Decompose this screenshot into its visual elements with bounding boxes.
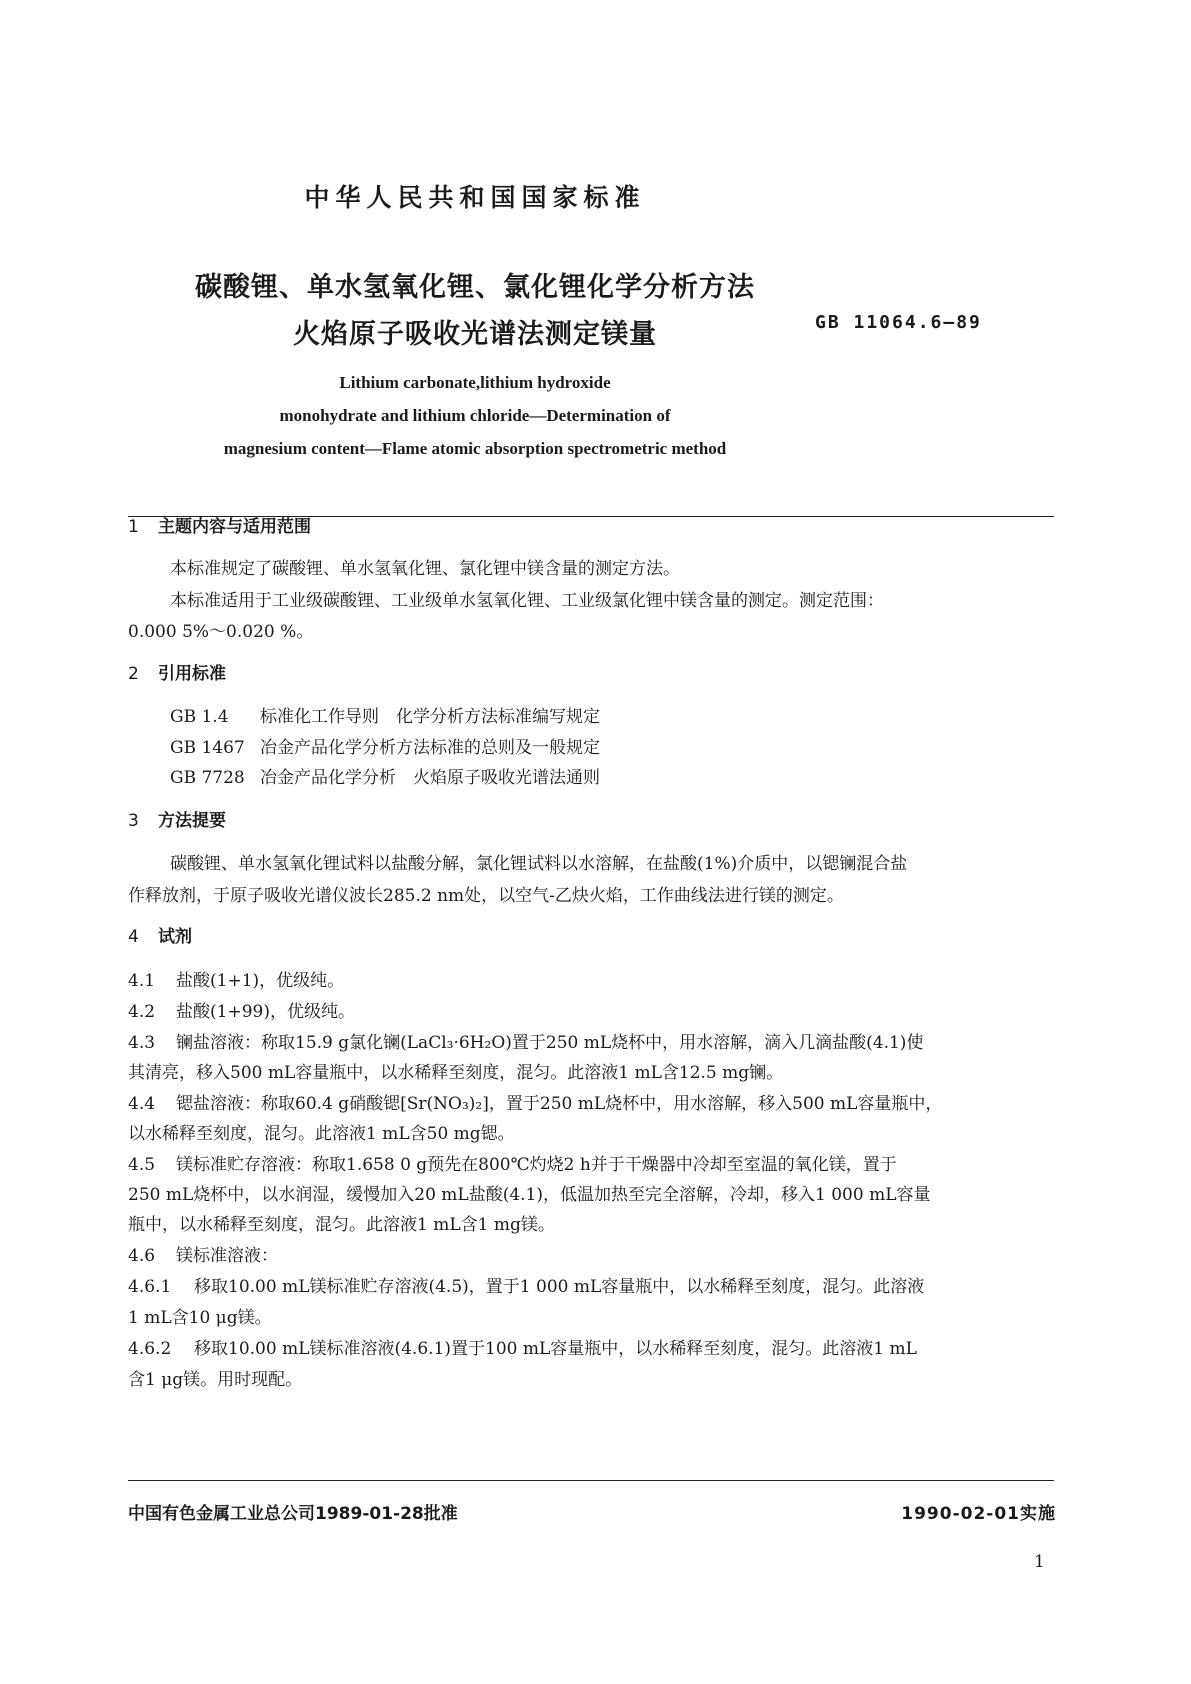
reference-code: GB 1467 xyxy=(170,738,245,758)
item-text: 盐酸(1+1)，优级纯。 xyxy=(176,971,345,991)
item-continuation: 其清亮，移入500 mL容量瓶中，以水稀释至刻度，混匀。此溶液1 mL含12.5 mg镧。 xyxy=(128,1063,784,1083)
reagent-item xyxy=(128,1272,924,1297)
english-title-line3: magnesium content—Flame atomic absorption spectrometric method xyxy=(223,439,727,458)
footer-divider xyxy=(128,1480,1054,1481)
section-title: 引用标准 xyxy=(158,664,226,684)
item-text: 镁标准贮存溶液：称取1.658 0 g预先在800℃灼烧2 h并于干燥器中冷却至室温的氧化镁，置于 xyxy=(176,1155,897,1175)
english-title-line2: monohydrate and lithium chloride—Determination of xyxy=(279,406,671,425)
item-number: 4.6 xyxy=(128,1246,156,1266)
section-number: 4 xyxy=(128,927,139,947)
section-4-heading xyxy=(128,922,192,947)
section-title: 主题内容与适用范围 xyxy=(158,517,311,537)
reference-code: GB 7728 xyxy=(170,768,245,788)
standard-code: GB 11064.6—89 xyxy=(815,312,982,333)
national-standard-heading: 中华人民共和国国家标准 xyxy=(304,183,646,212)
section-number: 2 xyxy=(128,664,139,684)
section-2-heading xyxy=(128,659,226,684)
paragraph: 0.000 5%～0.020 %。 xyxy=(128,622,314,642)
paragraph: 碳酸锂、单水氢氧化锂试料以盐酸分解，氯化锂试料以水溶解，在盐酸(1%)介质中，以锶镧混合盐 xyxy=(170,854,908,874)
item-number: 4.5 xyxy=(128,1155,156,1175)
item-number: 4.4 xyxy=(128,1094,156,1114)
reagent-item xyxy=(128,1334,917,1359)
page-number: 1 xyxy=(1034,1552,1045,1572)
paragraph: 作释放剂，于原子吸收光谱仪波长285.2 nm处，以空气-乙炔火焰，工作曲线法进行镁的测定。 xyxy=(128,886,844,906)
paragraph: 本标准规定了碳酸锂、单水氢氧化锂、氯化锂中镁含量的测定方法。 xyxy=(170,559,680,579)
section-title: 方法提要 xyxy=(158,811,226,831)
section-1-heading xyxy=(128,512,311,537)
item-continuation: 1 mL含10 μg镁。 xyxy=(128,1308,272,1328)
item-text: 盐酸(1+99)，优级纯。 xyxy=(176,1002,355,1022)
section-number: 3 xyxy=(128,811,139,831)
reference-code: GB 1.4 xyxy=(170,707,229,727)
reagent-item xyxy=(128,966,344,991)
item-number: 4.1 xyxy=(128,971,156,991)
reference-text: 冶金产品化学分析 火焰原子吸收光谱法通则 xyxy=(260,768,600,788)
approval-text: 中国有色金属工业总公司1989-01-28批准 xyxy=(128,1504,458,1524)
item-continuation: 瓶中，以水稀释至刻度，混匀。此溶液1 mL含1 mg镁。 xyxy=(128,1215,555,1235)
reagent-item xyxy=(128,1089,942,1114)
reference-item xyxy=(170,763,600,788)
reference-item xyxy=(170,702,600,727)
paragraph: 本标准适用于工业级碳酸锂、工业级单水氢氧化锂、工业级氯化锂中镁含量的测定。测定范围： xyxy=(170,591,884,611)
item-text: 镧盐溶液：称取15.9 g氯化镧(LaCl₃·6H₂O)置于250 mL烧杯中，用水溶解，滴入几滴盐酸(4.1)使 xyxy=(176,1033,924,1053)
item-number: 4.2 xyxy=(128,1002,156,1022)
item-text: 镁标准溶液： xyxy=(176,1246,278,1266)
reference-item xyxy=(170,733,600,758)
item-number: 4.6.2 xyxy=(128,1339,172,1359)
document-title-line1: 碳酸锂、单水氢氧化锂、氯化锂化学分析方法 xyxy=(195,272,755,303)
item-number: 4.3 xyxy=(128,1033,156,1053)
item-text: 移取10.00 mL镁标准溶液(4.6.1)置于100 mL容量瓶中，以水稀释至刻度，混匀。此溶液1 mL xyxy=(194,1339,917,1359)
reagent-item xyxy=(128,1241,278,1266)
effective-date-text: 1990-02-01实施 xyxy=(901,1504,1056,1524)
document-title-line2: 火焰原子吸收光谱法测定镁量 xyxy=(293,319,657,350)
item-text: 移取10.00 mL镁标准贮存溶液(4.5)，置于1 000 mL容量瓶中，以水稀释至刻度，混匀。此溶液 xyxy=(194,1277,925,1297)
item-number: 4.6.1 xyxy=(128,1277,172,1297)
section-number: 1 xyxy=(128,517,139,537)
reference-text: 冶金产品化学分析方法标准的总则及一般规定 xyxy=(260,738,600,758)
item-continuation: 以水稀释至刻度，混匀。此溶液1 mL含50 mg锶。 xyxy=(128,1124,515,1144)
reference-text: 标准化工作导则 化学分析方法标准编写规定 xyxy=(260,707,600,727)
section-3-heading xyxy=(128,806,226,831)
reagent-item xyxy=(128,997,355,1022)
reagent-item xyxy=(128,1150,897,1175)
reagent-item xyxy=(128,1028,923,1053)
item-continuation: 含1 μg镁。用时现配。 xyxy=(128,1370,303,1390)
item-text: 锶盐溶液：称取60.4 g硝酸锶[Sr(NO₃)₂]，置于250 mL烧杯中，用水溶解，移入500 mL容量瓶中， xyxy=(176,1094,943,1114)
item-continuation: 250 mL烧杯中，以水润湿，缓慢加入20 mL盐酸(4.1)，低温加热至完全溶解，冷却，移入1 000 mL容量 xyxy=(128,1185,931,1205)
english-title-line1: Lithium carbonate,lithium hydroxide xyxy=(339,373,611,392)
section-title: 试剂 xyxy=(158,927,192,947)
